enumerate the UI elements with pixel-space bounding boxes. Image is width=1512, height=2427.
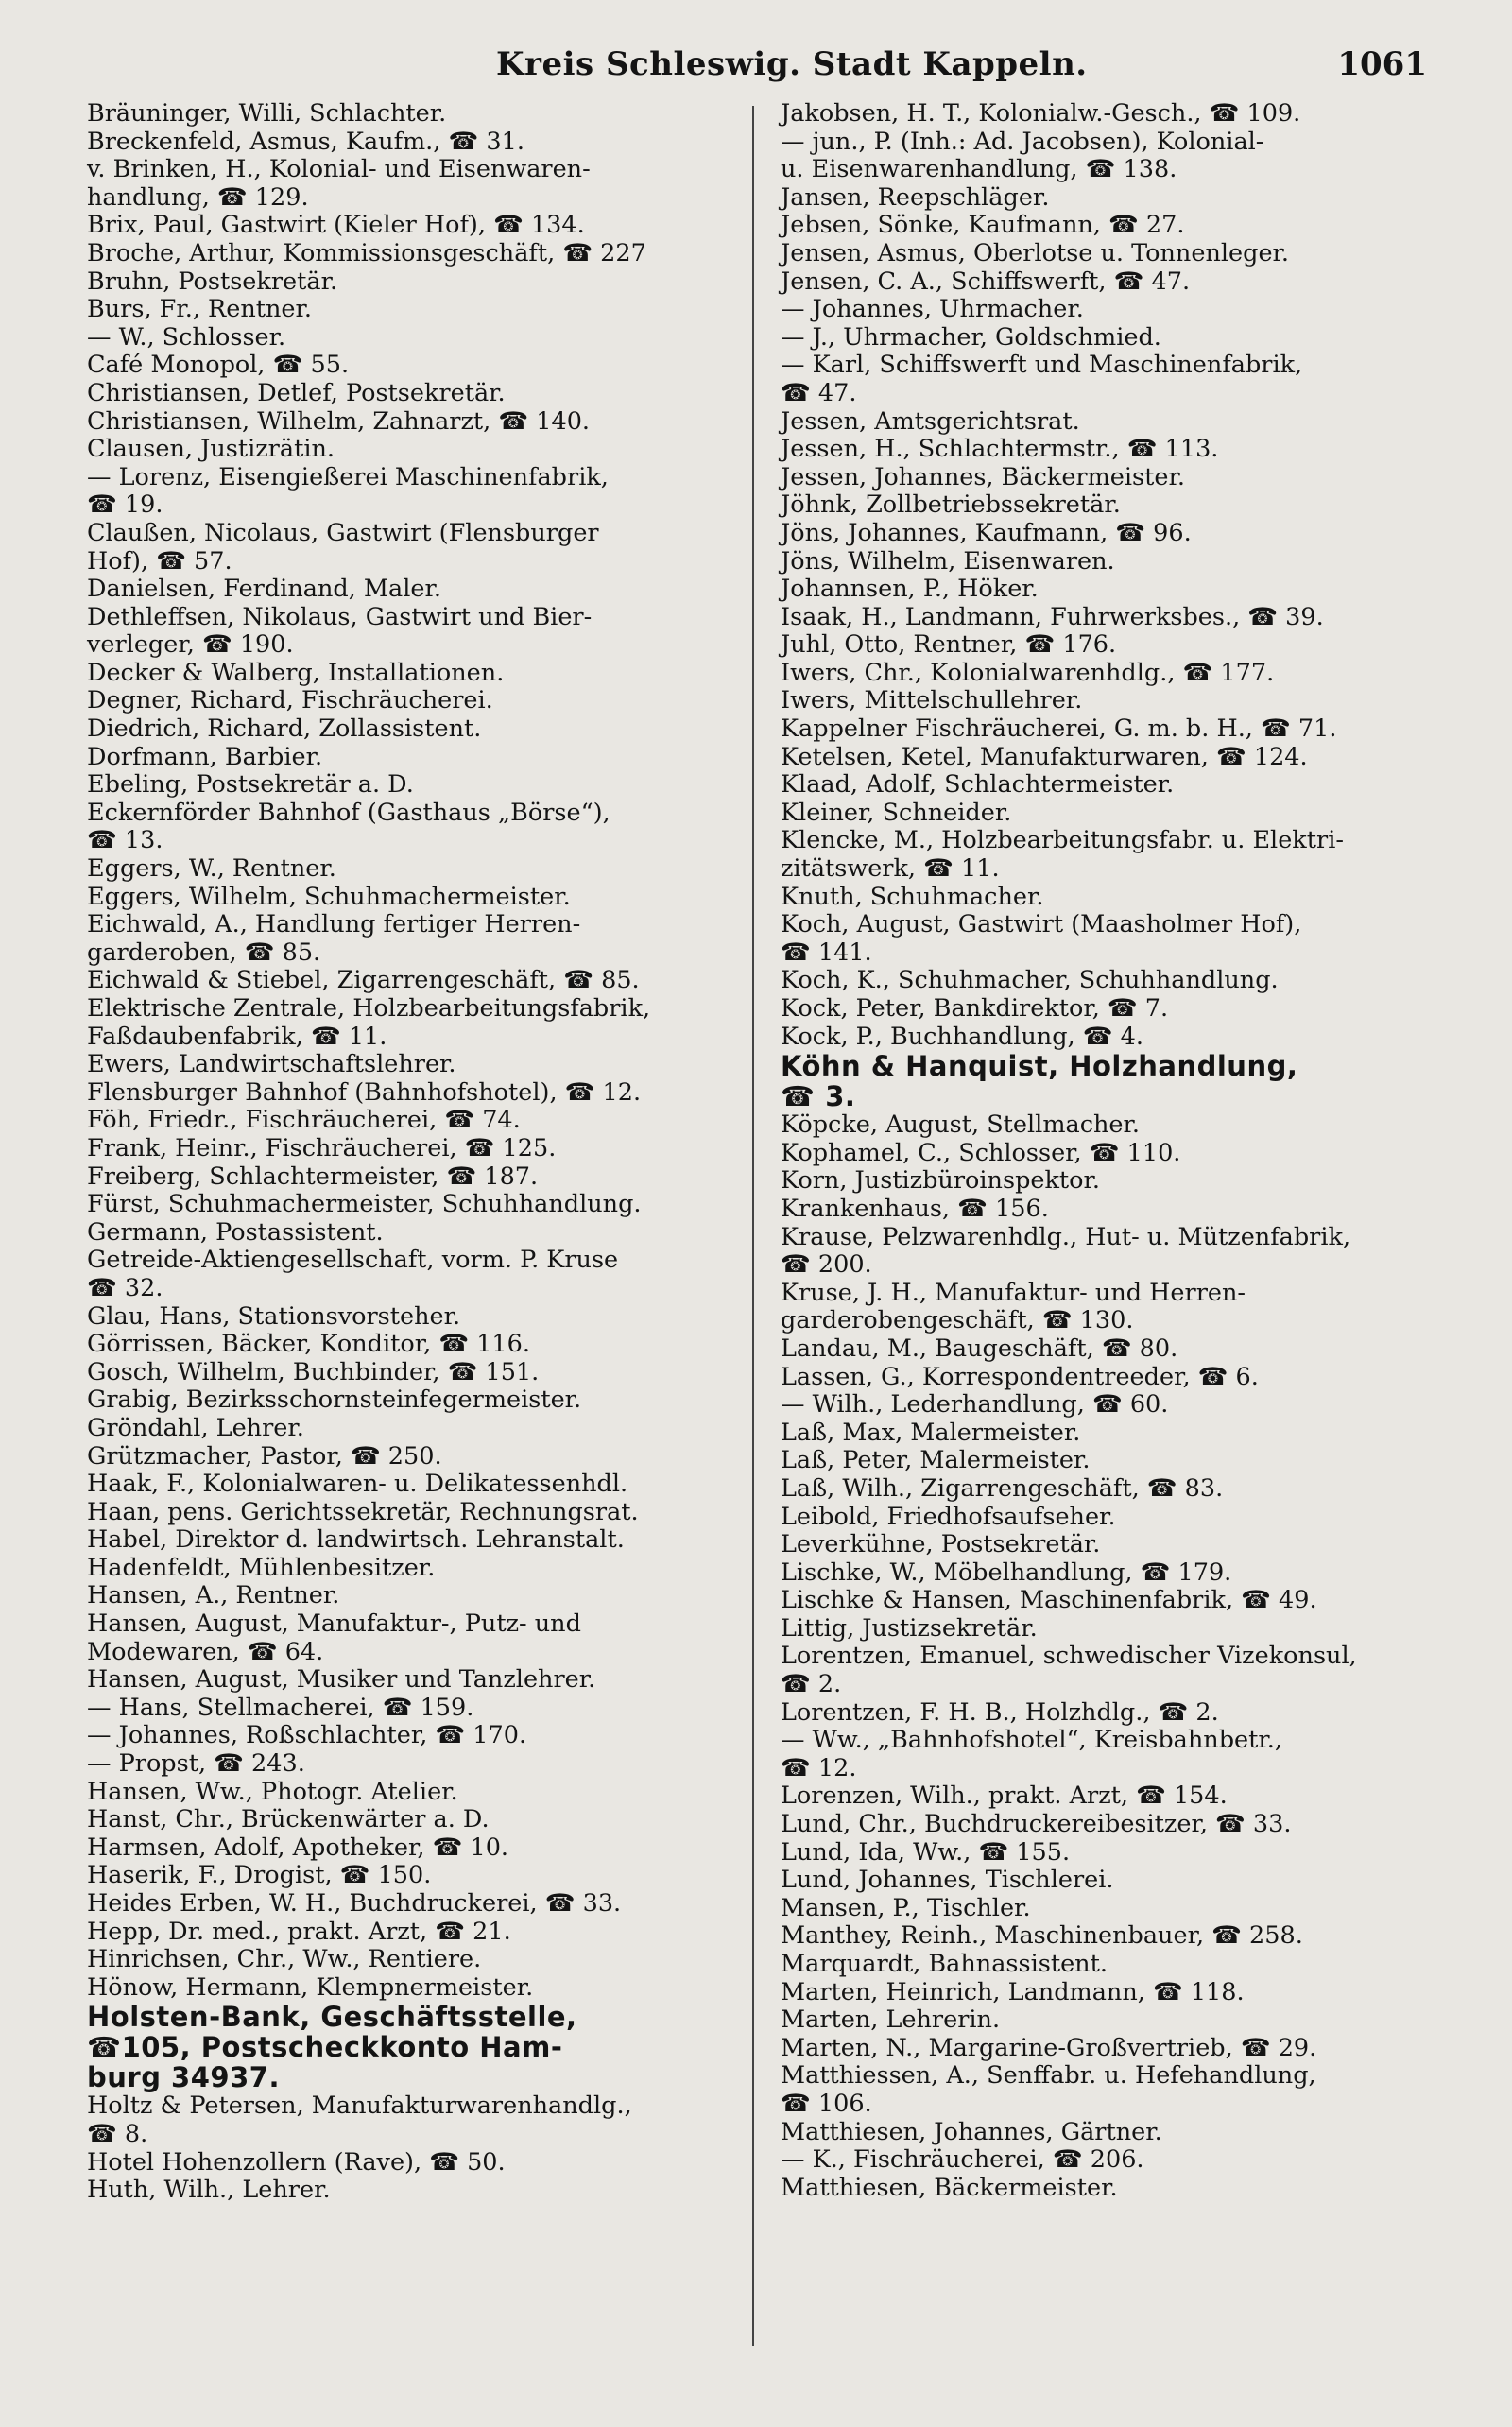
entry-line: Lorenzen, Wilh., prakt. Arzt, ☎ 154. <box>781 1782 1228 1811</box>
directory-entry <box>781 436 1433 464</box>
entry-line: ☎ 106. <box>781 2089 872 2118</box>
directory-entry <box>781 744 1433 772</box>
directory-entry <box>781 1391 1433 1420</box>
entry-line: Iwers, Chr., Kolonialwarenhdlg., ☎ 177. <box>781 658 1275 687</box>
directory-entry <box>87 1499 739 1527</box>
entry-line: Hinrichsen, Chr., Ww., Rentiere. <box>87 1945 482 1974</box>
entry-line: Holtz & Petersen, Manufakturwarenhandlg., <box>87 2091 632 2121</box>
entry-line: Broche, Arthur, Kommissionsgeschäft, ☎ 227 <box>87 238 646 267</box>
directory-entry <box>87 604 739 660</box>
entry-line: Iwers, Mittelschullehrer. <box>781 686 1083 715</box>
entry-line: Jöhnk, Zollbetriebssekretär. <box>781 491 1121 520</box>
directory-entry <box>87 352 739 380</box>
directory-entry <box>87 576 739 604</box>
directory-entry <box>781 1531 1433 1559</box>
entry-line: Gosch, Wilhelm, Buchbinder, ☎ 151. <box>87 1357 540 1386</box>
directory-entry <box>87 715 739 744</box>
entry-line: Lassen, G., Korrespondentreeder, ☎ 6. <box>781 1362 1259 1391</box>
entry-line: Clausen, Justizrätin. <box>87 435 335 464</box>
entry-line: Marten, N., Margarine-Großvertrieb, ☎ 29. <box>781 2033 1317 2062</box>
entry-line: Juhl, Otto, Rentner, ☎ 176. <box>781 630 1117 660</box>
entry-line: Brix, Paul, Gastwirt (Kieler Hof), ☎ 134. <box>87 211 585 240</box>
entry-line: Christiansen, Detlef, Postsekretär. <box>87 378 506 407</box>
entry-line: Ebeling, Postsekretär a. D. <box>87 770 414 800</box>
directory-entry <box>87 520 739 576</box>
entry-line: Marten, Heinrich, Landmann, ☎ 118. <box>781 1977 1245 2006</box>
entry-line: Isaak, H., Landmann, Fuhrwerksbes., ☎ 39. <box>781 602 1324 631</box>
directory-entry <box>87 1610 739 1666</box>
entry-line: Flensburger Bahnhof (Bahnhofshotel), ☎ 12. <box>87 1077 642 1107</box>
entry-line: Krause, Pelzwarenhdlg., Hut- u. Mützenfabrik, <box>781 1222 1351 1251</box>
directory-entry <box>87 1806 739 1834</box>
entry-line: Jessen, H., Schlachtermstr., ☎ 113. <box>781 435 1219 464</box>
entry-line: Kappelner Fischräucherei, G. m. b. H., ☎ 71. <box>781 714 1337 744</box>
entry-line: Holsten-Bank, Geschäftsstelle, <box>87 2001 577 2034</box>
directory-entry <box>781 1420 1433 1448</box>
directory-entry <box>87 855 739 884</box>
directory-entry <box>87 296 739 324</box>
entry-line: — Hans, Stellmacherei, ☎ 159. <box>87 1693 474 1722</box>
entry-line: ☎ 200. <box>781 1250 872 1280</box>
entry-line: Jessen, Amtsgerichtsrat. <box>781 406 1080 436</box>
directory-entry <box>87 1750 739 1779</box>
directory-entry <box>87 1219 739 1248</box>
entry-line: Lischke & Hansen, Maschinenfabrik, ☎ 49. <box>781 1586 1317 1615</box>
entry-line: Ewers, Landwirtschaftslehrer. <box>87 1050 456 1079</box>
entry-line: Landau, M., Baugeschäft, ☎ 80. <box>781 1334 1178 1363</box>
directory-entry <box>781 100 1433 129</box>
entry-line: Heides Erben, W. H., Buchdruckerei, ☎ 33. <box>87 1889 622 1918</box>
entry-line: Laß, Wilh., Zigarrengeschäft, ☎ 83. <box>781 1473 1224 1503</box>
directory-entry <box>781 1951 1433 1979</box>
entry-line: Johannsen, P., Höker. <box>781 575 1039 604</box>
entry-line: Jebsen, Sönke, Kaufmann, ☎ 27. <box>781 211 1185 240</box>
entry-line: ☎ 3. <box>781 1080 856 1113</box>
entry-line: Hansen, Ww., Photogr. Atelier. <box>87 1777 458 1806</box>
entry-line: Eggers, Wilhelm, Schuhmachermeister. <box>87 882 571 911</box>
entry-line: — Propst, ☎ 243. <box>87 1749 305 1779</box>
directory-entry <box>781 1140 1433 1168</box>
entry-line: Laß, Peter, Malermeister. <box>781 1446 1091 1475</box>
entry-line: Modewaren, ☎ 64. <box>87 1637 324 1666</box>
directory-entry <box>781 827 1433 883</box>
right-column <box>781 100 1433 2202</box>
directory-entry <box>87 660 739 688</box>
entry-line: Haak, F., Kolonialwaren- u. Delikatessenhdl. <box>87 1470 628 1499</box>
directory-entry <box>87 1386 739 1415</box>
directory-entry <box>87 744 739 772</box>
entry-line: Matthiessen, A., Senffabr. u. Hefehandlung, <box>781 2061 1316 2091</box>
directory-entry <box>781 324 1433 353</box>
entry-line: Grabig, Bezirksschornsteinfegermeister. <box>87 1386 582 1415</box>
directory-entry <box>781 1280 1433 1335</box>
left-column <box>87 100 739 2205</box>
entry-line: Kleiner, Schneider. <box>781 798 1012 827</box>
entry-line: Lund, Ida, Ww., ☎ 155. <box>781 1837 1071 1867</box>
directory-entry <box>87 1862 739 1890</box>
entry-line: Jansen, Reepschläger. <box>781 182 1050 212</box>
directory-entry <box>781 967 1433 995</box>
entry-line: Huth, Wilh., Lehrer. <box>87 2176 331 2205</box>
entry-line: Breckenfeld, Asmus, Kaufm., ☎ 31. <box>87 127 524 156</box>
entry-line: Fürst, Schuhmachermeister, Schuhhandlung. <box>87 1190 642 1219</box>
directory-entry <box>781 491 1433 520</box>
directory-entry <box>87 1191 739 1219</box>
directory-entry <box>87 1443 739 1472</box>
directory-entry <box>781 1335 1433 1364</box>
directory-entry <box>781 2119 1433 2147</box>
directory-entry <box>781 464 1433 492</box>
directory-entry <box>87 1919 739 1947</box>
entry-line: Jakobsen, H. T., Kolonialw.-Gesch., ☎ 109. <box>781 99 1301 128</box>
directory-entry <box>87 1359 739 1387</box>
directory-entry <box>87 408 739 437</box>
directory-entry <box>781 1475 1433 1504</box>
entry-line: Ketelsen, Ketel, Manufakturwaren, ☎ 124. <box>781 742 1308 771</box>
entry-line: Föh, Friedr., Fischräucherei, ☎ 74. <box>87 1106 521 1135</box>
entry-line: Knuth, Schuhmacher. <box>781 882 1044 911</box>
entry-line: Lorentzen, Emanuel, schwedischer Vizekonsul, <box>781 1642 1357 1671</box>
directory-entry <box>781 520 1433 548</box>
entry-line: Jessen, Johannes, Bäckermeister. <box>781 462 1185 491</box>
directory-entry <box>87 995 739 1051</box>
directory-entry <box>781 296 1433 324</box>
directory-entry <box>781 1224 1433 1280</box>
directory-entry <box>87 1079 739 1108</box>
directory-entry <box>87 436 739 464</box>
entry-line: Frank, Heinr., Fischräucherei, ☎ 125. <box>87 1133 557 1162</box>
entry-line: Eichwald, A., Handlung fertiger Herren- <box>87 910 581 939</box>
entry-line: — Johannes, Roßschlachter, ☎ 170. <box>87 1721 527 1750</box>
entry-line: Krankenhaus, ☎ 156. <box>781 1194 1049 1223</box>
directory-entry <box>87 771 739 800</box>
directory-entry <box>87 1163 739 1192</box>
directory-entry <box>87 1722 739 1750</box>
directory-entry <box>87 1526 739 1555</box>
directory-entry <box>87 1695 739 1723</box>
entry-line: verleger, ☎ 190. <box>87 630 294 660</box>
directory-entry <box>781 771 1433 800</box>
entry-line: Glau, Hans, Stationsvorsteher. <box>87 1301 461 1331</box>
entry-line: Freiberg, Schlachtermeister, ☎ 187. <box>87 1162 539 1191</box>
entry-line: Hanst, Chr., Brückenwärter a. D. <box>87 1805 490 1834</box>
entry-line: Harmsen, Adolf, Apotheker, ☎ 10. <box>87 1833 509 1862</box>
directory-entry <box>781 911 1433 967</box>
directory-entry <box>87 1415 739 1443</box>
directory-entry <box>781 1111 1433 1140</box>
directory-entry <box>781 1504 1433 1532</box>
directory-entry <box>781 129 1433 184</box>
entry-line: zitätswerk, ☎ 11. <box>781 854 1000 884</box>
entry-line: Dorfmann, Barbier. <box>87 742 323 771</box>
entry-line: ☎ 8. <box>87 2119 148 2148</box>
entry-line: Korn, Justizbüroinspektor. <box>781 1166 1101 1196</box>
directory-entry <box>87 1666 739 1695</box>
directory-entry <box>781 2146 1433 2175</box>
directory-entry <box>781 1867 1433 1895</box>
entry-line: Diedrich, Richard, Zollassistent. <box>87 714 482 744</box>
directory-entry <box>781 1727 1433 1782</box>
directory-entry <box>87 2149 739 2177</box>
entry-line: Görrissen, Bäcker, Konditor, ☎ 116. <box>87 1330 530 1359</box>
entry-line: Jensen, C. A., Schiffswerft, ☎ 47. <box>781 267 1191 296</box>
directory-entry <box>87 1974 739 2003</box>
directory-entry <box>87 1107 739 1135</box>
entry-line: Danielsen, Ferdinand, Maler. <box>87 575 441 604</box>
entry-line: garderoben, ☎ 85. <box>87 938 321 967</box>
entry-line: Dethleffsen, Nikolaus, Gastwirt und Bier- <box>87 602 593 631</box>
entry-line: burg 34937. <box>87 2061 280 2094</box>
entry-line: — W., Schlosser. <box>87 322 286 352</box>
entry-line: — Ww., „Bahnhofshotel“, Kreisbahnbetr., <box>781 1726 1282 1755</box>
entry-line: Kophamel, C., Schlosser, ☎ 110. <box>781 1138 1181 1167</box>
entry-line: ☎105, Postscheckkonto Ham- <box>87 2031 563 2064</box>
entry-line: Köhn & Hanquist, Holzhandlung, <box>781 1050 1298 1083</box>
directory-entry <box>781 687 1433 715</box>
column-divider <box>752 106 754 2346</box>
entry-line: Café Monopol, ☎ 55. <box>87 351 350 380</box>
directory-entry <box>781 2175 1433 2203</box>
entry-line: ☎ 13. <box>87 826 163 855</box>
directory-entry <box>781 184 1433 213</box>
entry-line: Eckernförder Bahnhof (Gasthaus „Börse“), <box>87 798 610 827</box>
entry-line: Klencke, M., Holzbearbeitungsfabr. u. Elektri- <box>781 826 1344 855</box>
entry-line: ☎ 12. <box>781 1753 857 1782</box>
directory-entry <box>87 1051 739 1079</box>
directory-entry <box>781 2006 1433 2035</box>
directory-entry <box>781 1587 1433 1615</box>
directory-entry <box>87 100 739 129</box>
directory-entry <box>87 884 739 912</box>
entry-line: Degner, Richard, Fischräucherei. <box>87 686 493 715</box>
entry-line: — K., Fischräucherei, ☎ 206. <box>781 2145 1144 2175</box>
directory-entry <box>87 1555 739 1583</box>
directory-entry <box>781 631 1433 660</box>
directory-entry <box>781 1979 1433 2007</box>
directory-entry <box>781 240 1433 268</box>
entry-line: Decker & Walberg, Installationen. <box>87 658 505 687</box>
directory-entry <box>87 967 739 995</box>
directory-entry <box>87 1247 739 1302</box>
entry-line: — Karl, Schiffswerft und Maschinenfabrik, <box>781 351 1303 380</box>
directory-entry <box>87 240 739 268</box>
directory-entry <box>87 212 739 240</box>
entry-line: Leverkühne, Postsekretär. <box>781 1530 1101 1559</box>
directory-entry <box>87 1834 739 1863</box>
directory-entry <box>87 380 739 408</box>
directory-entry <box>781 1051 1433 1111</box>
entry-line: Hansen, A., Rentner. <box>87 1581 340 1610</box>
directory-entry <box>781 604 1433 632</box>
directory-entry <box>781 995 1433 1024</box>
entry-line: Leibold, Friedhofsaufseher. <box>781 1502 1116 1531</box>
entry-line: ☎ 32. <box>87 1273 163 1302</box>
directory-entry <box>781 1922 1433 1951</box>
entry-line: Kruse, J. H., Manufaktur- und Herren- <box>781 1278 1246 1307</box>
entry-line: Gröndahl, Lehrer. <box>87 1413 304 1442</box>
entry-line: Marquardt, Bahnassistent. <box>781 1950 1108 1978</box>
entry-line: Hönow, Hermann, Klempnermeister. <box>87 1972 534 2002</box>
directory-entry <box>87 464 739 520</box>
directory-entry <box>781 1811 1433 1839</box>
directory-entry <box>781 1447 1433 1475</box>
directory-entry <box>781 1364 1433 1392</box>
directory-entry <box>87 1890 739 1919</box>
directory-entry <box>781 1643 1433 1698</box>
entry-line: Matthiesen, Bäckermeister. <box>781 2173 1118 2202</box>
entry-line: Hof), ☎ 57. <box>87 546 232 576</box>
directory-entry <box>87 1331 739 1359</box>
entry-line: Eichwald & Stiebel, Zigarrengeschäft, ☎ 85. <box>87 966 640 995</box>
entry-line: Haan, pens. Gerichtssekretär, Rechnungsrat. <box>87 1497 639 1526</box>
entry-line: u. Eisenwarenhandlung, ☎ 138. <box>781 155 1177 184</box>
directory-entry <box>87 2002 739 2092</box>
directory-entry <box>781 1196 1433 1224</box>
directory-entry <box>87 1779 739 1807</box>
directory-entry <box>781 660 1433 688</box>
directory-entry <box>87 1946 739 1974</box>
entry-line: Hansen, August, Musiker und Tanzlehrer. <box>87 1665 596 1695</box>
entry-line: Haserik, F., Drogist, ☎ 150. <box>87 1861 432 1890</box>
entry-line: Koch, K., Schuhmacher, Schuhhandlung. <box>781 966 1279 995</box>
entry-line: Lund, Johannes, Tischlerei. <box>781 1866 1114 1895</box>
directory-entry <box>781 1895 1433 1923</box>
directory-entry <box>87 129 739 157</box>
directory-entry <box>781 408 1433 437</box>
directory-entry <box>87 1471 739 1499</box>
directory-entry <box>781 212 1433 240</box>
directory-entry <box>87 1303 739 1332</box>
entry-line: Habel, Direktor d. landwirtsch. Lehranstalt. <box>87 1525 625 1555</box>
entry-line: Kock, P., Buchhandlung, ☎ 4. <box>781 1022 1143 1051</box>
entry-line: Köpcke, August, Stellmacher. <box>781 1110 1140 1140</box>
entry-line: Matthiesen, Johannes, Gärtner. <box>781 2117 1162 2146</box>
directory-entry <box>87 2092 739 2148</box>
directory-entry <box>87 156 739 212</box>
directory-entry <box>781 268 1433 297</box>
entry-line: Klaad, Adolf, Schlachtermeister. <box>781 770 1175 800</box>
entry-line: — jun., P. (Inh.: Ad. Jacobsen), Kolonial- <box>781 127 1264 156</box>
entry-line: ☎ 47. <box>781 378 857 407</box>
entry-line: Hepp, Dr. med., prakt. Arzt, ☎ 21. <box>87 1917 511 1946</box>
entry-line: ☎ 2. <box>781 1670 842 1699</box>
directory-entry <box>781 1839 1433 1868</box>
entry-line: Eggers, W., Rentner. <box>87 854 336 884</box>
entry-line: ☎ 141. <box>781 938 872 967</box>
entry-line: Hotel Hohenzollern (Rave), ☎ 50. <box>87 2147 506 2177</box>
entry-line: ☎ 19. <box>87 491 163 520</box>
entry-line: Grützmacher, Pastor, ☎ 250. <box>87 1441 442 1471</box>
directory-entry <box>781 884 1433 912</box>
entry-line: Jöns, Wilhelm, Eisenwaren. <box>781 546 1115 576</box>
entry-line: Faßdaubenfabrik, ☎ 11. <box>87 1022 387 1051</box>
entry-line: — Lorenz, Eisengießerei Maschinenfabrik, <box>87 462 609 491</box>
entry-line: Koch, August, Gastwirt (Maasholmer Hof), <box>781 910 1302 939</box>
entry-line: Burs, Fr., Rentner. <box>87 295 313 324</box>
entry-line: Kock, Peter, Bankdirektor, ☎ 7. <box>781 994 1169 1023</box>
directory-entry <box>781 1782 1433 1811</box>
directory-entry <box>87 268 739 297</box>
directory-entry <box>87 687 739 715</box>
entry-line: Bruhn, Postsekretär. <box>87 267 338 296</box>
directory-entry <box>781 1024 1433 1052</box>
entry-line: v. Brinken, H., Kolonial- und Eisenwaren- <box>87 155 591 184</box>
directory-entry <box>87 2177 739 2205</box>
entry-line: garderobengeschäft, ☎ 130. <box>781 1306 1134 1335</box>
entry-line: Getreide-Aktiengesellschaft, vorm. P. Kruse <box>87 1246 619 1275</box>
entry-line: Lorentzen, F. H. B., Holzhdlg., ☎ 2. <box>781 1697 1219 1727</box>
running-title: Kreis Schleswig. Stadt Kappeln. <box>496 45 1088 83</box>
directory-entry <box>781 1615 1433 1644</box>
directory-entry <box>781 576 1433 604</box>
entry-line: Elektrische Zentrale, Holzbearbeitungsfabrik, <box>87 994 651 1023</box>
directory-entry <box>781 715 1433 744</box>
entry-line: Laß, Max, Malermeister. <box>781 1418 1081 1447</box>
directory-entry <box>781 352 1433 407</box>
entry-line: — Johannes, Uhrmacher. <box>781 295 1084 324</box>
entry-line: Jöns, Johannes, Kaufmann, ☎ 96. <box>781 518 1192 547</box>
directory-entry <box>781 2062 1433 2118</box>
entry-line: Bräuninger, Willi, Schlachter. <box>87 99 447 128</box>
entry-line: Mansen, P., Tischler. <box>781 1893 1031 1922</box>
entry-line: — Wilh., Lederhandlung, ☎ 60. <box>781 1390 1169 1420</box>
page-number: 1061 <box>1337 45 1427 83</box>
directory-entry <box>781 1699 1433 1728</box>
directory-entry <box>87 911 739 967</box>
entry-line: Lischke, W., Möbelhandlung, ☎ 179. <box>781 1558 1232 1587</box>
entry-line: handlung, ☎ 129. <box>87 182 309 212</box>
directory-entry <box>87 324 739 353</box>
entry-line: Marten, Lehrerin. <box>781 2005 1001 2035</box>
directory-entry <box>781 1167 1433 1196</box>
entry-line: Jensen, Asmus, Oberlotse u. Tonnenleger. <box>781 238 1290 267</box>
directory-entry <box>87 800 739 855</box>
entry-line: Christiansen, Wilhelm, Zahnarzt, ☎ 140. <box>87 406 591 436</box>
directory-entry <box>87 1135 739 1163</box>
entry-line: Germann, Postassistent. <box>87 1217 384 1247</box>
directory-entry <box>87 1582 739 1610</box>
entry-line: Lund, Chr., Buchdruckereibesitzer, ☎ 33. <box>781 1810 1292 1839</box>
entry-line: Claußen, Nicolaus, Gastwirt (Flensburger <box>87 518 599 547</box>
directory-entry <box>781 2035 1433 2063</box>
page-header <box>0 45 1512 91</box>
entry-line: Littig, Justizsekretär. <box>781 1613 1038 1643</box>
entry-line: — J., Uhrmacher, Goldschmied. <box>781 322 1161 352</box>
entry-line: Hadenfeldt, Mühlenbesitzer. <box>87 1553 436 1582</box>
entry-line: Manthey, Reinh., Maschinenbauer, ☎ 258. <box>781 1921 1303 1951</box>
directory-entry <box>781 548 1433 577</box>
directory-entry <box>781 1559 1433 1588</box>
directory-entry <box>781 800 1433 828</box>
entry-line: Hansen, August, Manufaktur-, Putz- und <box>87 1609 581 1639</box>
